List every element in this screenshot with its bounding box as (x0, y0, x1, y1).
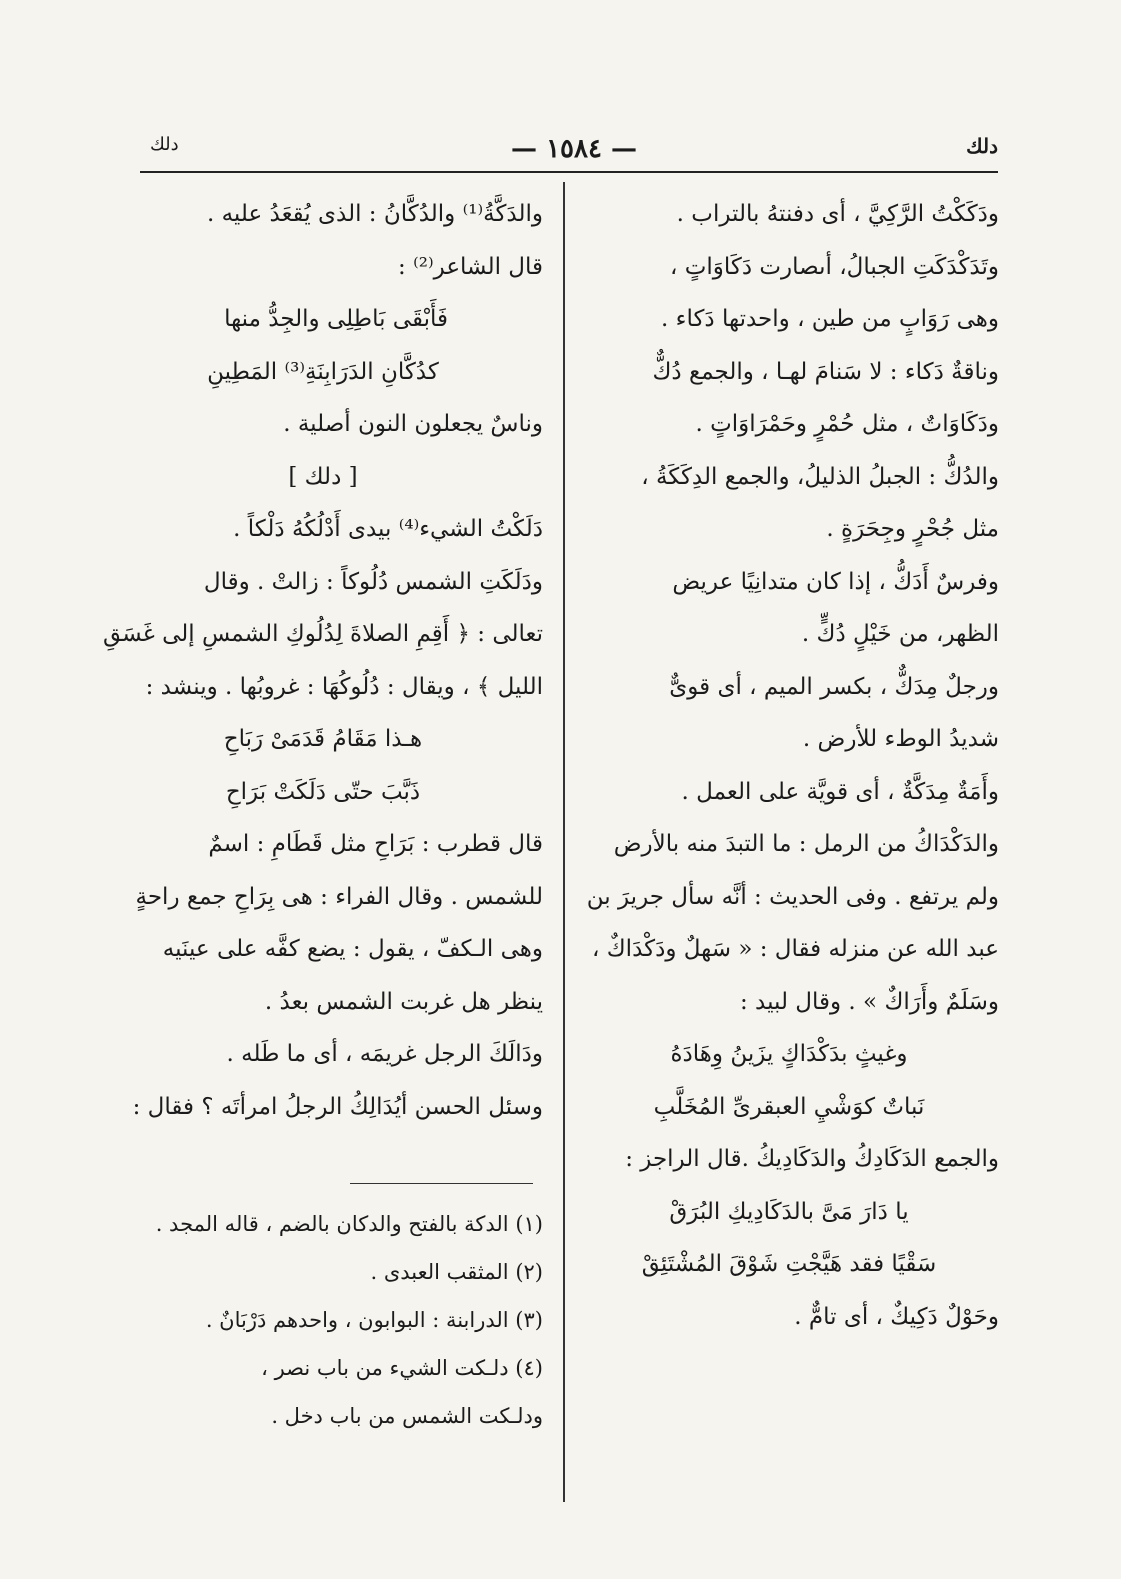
header-right-word: دلك (966, 134, 998, 158)
text-line: دَلَكْتُ الشيء⁽⁴⁾ بيدى أَدْلُكُهُ دَلْكاً . (233, 516, 543, 542)
text-line: وناسٌ يجعلون النون أصلية . (283, 411, 543, 437)
right-column (579, 188, 999, 1343)
page-header (150, 134, 998, 174)
footnote: (٤) دلـكت الشيء من باب نصر ، (261, 1356, 543, 1380)
footnote: (١) الدكة بالفتح والدكان بالضم ، قاله المجد . (155, 1212, 543, 1236)
text-line: والدَكْدَاكُ من الرمل : ما التبدَ منه بالأرض (613, 831, 999, 857)
text-line: والجمع الدَكَادِكُ والدَكَادِيكُ .قال الراجز : (625, 1146, 999, 1172)
text-line: وهى رَوَابٍ من طين ، واحدتها دَكاء . (661, 306, 999, 332)
text-line: ودَكَكْتُ الرَّكِيَّ ، أى دفنتهُ بالتراب . (676, 201, 999, 227)
header-left-word: دلك (150, 134, 179, 155)
text-line: شديدُ الوطء للأرض . (802, 726, 999, 752)
text-line: وتَدَكْدَكَتِ الجبالُ، أىصارت دَكَاوَاتٍ ، (670, 253, 999, 280)
verse-line: ذَبَّبَ حتّى دَلَكَتْ بَرَاحِ (225, 778, 421, 805)
text-line: وحَوْلٌ دَكِيكٌ ، أى تامٌّ . (794, 1303, 999, 1330)
verse-line: كدُكَّانِ الدَرَابِنَةِ⁽³⁾ المَطِينِ (207, 358, 439, 385)
text-line: للشمس . وقال الفراء : هى بِرَاحِ جمع راحةٍ (135, 883, 543, 910)
verse-line: هـذا مَقَامُ قَدَمَىْ رَبَاحِ (223, 726, 423, 752)
text-line: ودَالَكَ الرجل غريمَه ، أى ما طَله . (226, 1041, 543, 1067)
text-line: والدُكُّ : الجبلُ الذليلُ، والجمع الدِكَكَةُ ، (641, 463, 999, 490)
page-number: — ١٥٨٤ — (511, 134, 637, 164)
text-line: مثل جُحْرٍ وجِحَرَةٍ . (826, 516, 999, 542)
text-line: ودَلَكَتِ الشمس دُلُوكاً : زالتْ . وقال (203, 568, 543, 595)
text-line: عبد الله عن منزله فقال : « سَهلٌ ودَكْدَاكٌ ، (591, 936, 999, 962)
footnote-rule (350, 1183, 533, 1184)
column-divider (563, 182, 565, 1502)
verse-line: سَقْيًا فقد هَيَّجْتِ شَوْقَ المُشْتَئِقْ (641, 1251, 937, 1277)
left-column (103, 188, 543, 1133)
text-line: تعالى : ﴿ أَقِمِ الصلاةَ لِدُلُوكِ الشمسِ إلى غَسَقِ (103, 621, 543, 647)
footnote: (٣) الدرابنة : البوابون ، واحدهم دَرْبَانٌ . (205, 1308, 543, 1332)
text-line: وناقةٌ دَكاء : لا سَنامَ لهـا ، والجمع دُكٌّ (652, 358, 999, 385)
verse-line: نَباتٌ كوَشْيِ العبقرىِّ المُخَلَّبِ (653, 1093, 925, 1120)
text-line: وسَلَمٌ وأَرَاكٌ » . وقال لبيد : (739, 988, 999, 1015)
verse-line: فَأَبْقَى بَاطِلِى والجِدُّ منها (224, 306, 448, 332)
entry-heading: [ دلك ] (288, 463, 358, 490)
footnote: (٢) المثقب العبدى . (370, 1260, 543, 1284)
text-line: وفرسٌ أَدَكُّ ، إذا كان متدانِيًا عريض (672, 568, 999, 595)
text-line: ولم يرتفع . وفى الحديث : أنَّه سأل جريرَ بن (586, 883, 999, 910)
text-line: ودَكَاوَاتٌ ، مثل حُمْرٍ وحَمْرَاوَاتٍ . (695, 411, 999, 437)
text-line: الليل ﴾ ، ويقال : دُلُوكُهَا : غروبُها . وينشد : (145, 673, 543, 700)
text-line: والدَكَّةُ⁽¹⁾ والدُكَّانُ : الذى يُقعَدُ عليه . (206, 201, 543, 227)
footnote: ودلـكت الشمس من باب دخل . (271, 1404, 543, 1428)
text-line: وهى الـكفّ ، يقول : يضع كفَّه على عينَيه (162, 936, 543, 962)
text-line: قال قطرب : بَرَاحِ مثل قَطَامِ : اسمٌ (208, 831, 543, 857)
verse-line: يا دَارَ مَىَّ بالدَكَادِيكِ البُرَقْ (669, 1198, 909, 1225)
text-line: ورجلٌ مِدَكٌّ ، بكسر الميم ، أى قوىٌّ (669, 673, 999, 700)
footnotes (103, 1200, 543, 1440)
text-line: قال الشاعر⁽²⁾ : (398, 253, 543, 280)
header-rule (140, 171, 998, 173)
text-line: الظهر، من خَيْلٍ دُكٍّ . (801, 621, 999, 647)
text-line: ينظر هل غربت الشمس بعدُ . (264, 988, 543, 1015)
text-line: وأَمَةٌ مِدَكَّةٌ ، أى قويَّة على العمل . (681, 778, 999, 805)
verse-line: وغيثٍ بدَكْدَاكٍ يزَينُ وِهَادَهُ (670, 1041, 908, 1067)
text-line: وسئل الحسن أيُدَالِكُ الرجلُ امرأتَه ؟ فقال : (132, 1093, 543, 1120)
